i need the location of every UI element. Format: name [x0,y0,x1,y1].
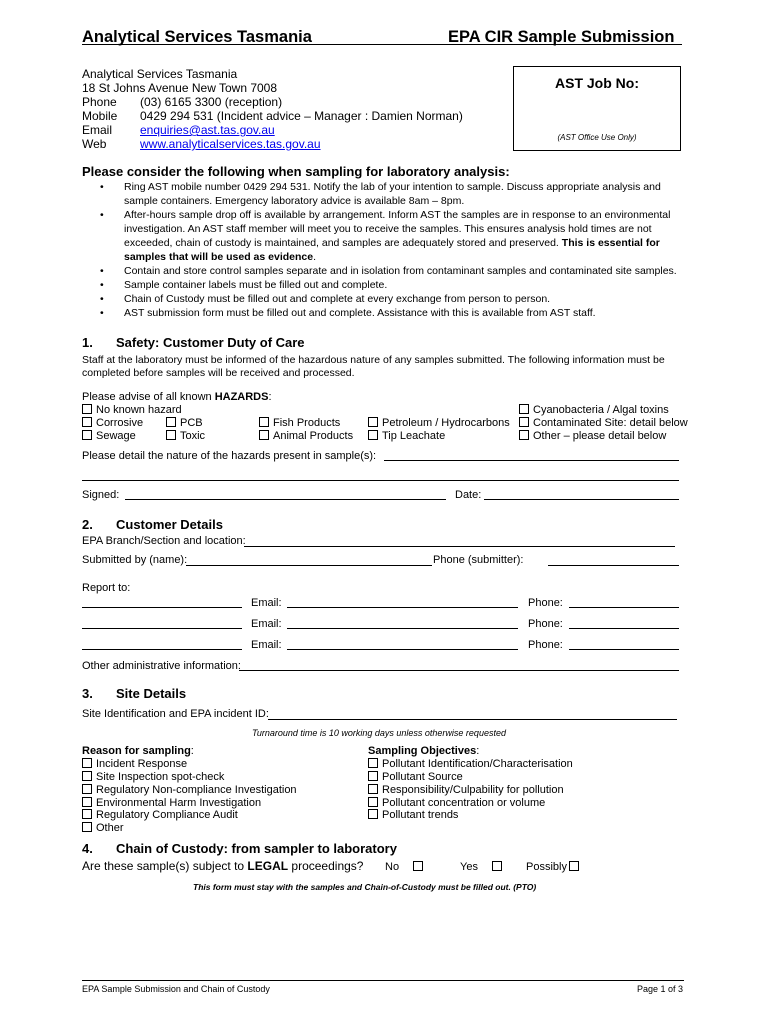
checkbox[interactable] [82,797,92,807]
checkbox[interactable] [519,430,529,440]
other-admin-label: Other administrative information: [82,660,241,672]
hazard-other[interactable]: Other – please detail below [519,430,666,443]
objective-source[interactable]: Pollutant Source [368,771,463,784]
checkbox[interactable] [519,417,529,427]
web-link[interactable]: www.analyticalservices.tas.gov.au [140,137,321,151]
form-title: EPA CIR Sample Submission [448,28,675,46]
checkbox[interactable] [82,771,92,781]
footer-left: EPA Sample Submission and Chain of Custody [82,984,270,994]
report-email-label: Email: [251,597,282,609]
custody-note: This form must stay with the samples and Chain-of-Custody must be filled out. (PTO) [193,882,537,892]
report-name-field[interactable] [82,607,242,608]
turnaround-note: Turnaround time is 10 working days unless otherwise requested [252,728,506,738]
section-2-heading: 2. Customer Details [82,517,223,532]
reason-other[interactable]: Other [82,822,124,835]
report-name-field[interactable] [82,628,242,629]
web-label: Web [82,137,107,151]
checkbox[interactable] [82,758,92,768]
hazard-toxic[interactable]: Toxic [166,430,205,443]
checkbox[interactable] [368,430,378,440]
checkbox[interactable] [368,797,378,807]
hazard-detail-label: Please detail the nature of the hazards present in sample(s): [82,450,377,462]
section-3-heading: 3. Site Details [82,686,187,701]
signed-label: Signed: [82,489,120,501]
ast-job-box[interactable] [513,66,681,151]
checkbox[interactable] [82,404,92,414]
checkbox[interactable] [259,430,269,440]
hazard-detail-field[interactable] [384,460,679,461]
hazard-petroleum[interactable]: Petroleum / Hydrocarbons [368,417,510,430]
mobile-label: Mobile [82,109,118,123]
site-id-field[interactable] [268,719,677,720]
legal-possibly[interactable]: Possibly [526,861,583,874]
date-label: Date: [455,489,482,501]
branch-field[interactable] [244,546,675,547]
email-link[interactable]: enquiries@ast.tas.gov.au [140,123,275,137]
reason-audit[interactable]: Regulatory Compliance Audit [82,809,238,822]
report-email-label: Email: [251,618,282,630]
contact-org: Analytical Services Tasmania [82,67,238,81]
checkbox[interactable] [82,430,92,440]
objective-identification[interactable]: Pollutant Identification/Characterisation [368,758,573,771]
checkbox[interactable] [166,417,176,427]
hazard-detail-field-2[interactable] [82,480,679,481]
reason-noncompliance[interactable]: Regulatory Non-compliance Investigation [82,784,297,797]
hazards-prompt: Please advise of all known HAZARDS: [82,391,272,403]
checkbox[interactable] [82,784,92,794]
hazard-animal[interactable]: Animal Products [259,430,353,443]
objective-concentration[interactable]: Pollutant concentration or volume [368,797,545,810]
report-phone-label: Phone: [528,618,563,630]
report-email-field[interactable] [287,607,518,608]
checkbox[interactable] [82,417,92,427]
consider-heading: Please consider the following when sampling for laboratory analysis: [82,164,510,179]
hazard-corrosive[interactable]: Corrosive [82,417,143,430]
submitted-field[interactable] [186,565,432,566]
legal-no[interactable]: No [385,861,427,874]
report-email-field[interactable] [287,628,518,629]
branch-label: EPA Branch/Section and location: [82,535,246,547]
other-admin-field[interactable] [239,670,679,671]
report-name-field[interactable] [82,649,242,650]
report-email-field[interactable] [287,649,518,650]
report-phone-label: Phone: [528,597,563,609]
submitted-label: Submitted by (name): [82,554,188,566]
hazard-sewage[interactable]: Sewage [82,430,136,443]
safety-intro: Staff at the laboratory must be informed of the hazardous nature of any samples submitted. The following information must be completed before samples will be received and processed. [82,354,665,379]
email-label: Email [82,123,113,137]
list-item: • Sample container labels must be filled out and complete. [100,278,690,292]
reason-incident[interactable]: Incident Response [82,758,187,771]
report-to-label: Report to: [82,582,131,594]
footer-rule [82,980,684,981]
org-title: Analytical Services Tasmania [82,28,312,46]
consider-list [100,180,690,320]
objective-responsibility[interactable]: Responsibility/Culpability for pollution [368,784,564,797]
phone-submitter-field[interactable] [548,565,679,566]
reason-inspection[interactable]: Site Inspection spot-check [82,771,224,784]
legal-yes[interactable]: Yes [460,861,506,874]
objective-trends[interactable]: Pollutant trends [368,809,458,822]
contact-address: 18 St Johns Avenue New Town 7008 [82,81,278,95]
hazard-fish[interactable]: Fish Products [259,417,340,430]
phone-value: (03) 6165 3300 (reception) [140,95,283,109]
objectives-heading: Sampling Objectives: [368,745,480,757]
checkbox[interactable] [368,784,378,794]
date-field[interactable] [484,499,679,500]
ast-job-note: (AST Office Use Only) [557,133,637,142]
checkbox[interactable] [492,861,502,871]
checkbox[interactable] [413,861,423,871]
checkbox[interactable] [368,758,378,768]
reason-heading: Reason for sampling: [82,745,194,757]
reason-harm[interactable]: Environmental Harm Investigation [82,797,261,810]
hazard-no-known[interactable]: No known hazard [82,404,182,417]
checkbox[interactable] [82,809,92,819]
site-id-label: Site Identification and EPA incident ID: [82,708,269,720]
report-phone-field[interactable] [569,649,679,650]
section-1-heading: 1. Safety: Customer Duty of Care [82,335,305,350]
hazard-tip[interactable]: Tip Leachate [368,430,445,443]
list-item: • Chain of Custody must be filled out and complete at every exchange from person to person. [100,292,690,306]
checkbox[interactable] [519,404,529,414]
phone-label: Phone [82,95,117,109]
checkbox[interactable] [368,417,378,427]
checkbox[interactable] [259,417,269,427]
ast-job-title: AST Job No: [555,75,639,91]
list-item: • AST submission form must be filled out and complete. Assistance with this is available from AST staff. [100,306,690,320]
hazard-contaminated[interactable]: Contaminated Site: detail below [519,417,688,430]
checkbox[interactable] [368,809,378,819]
hazard-cyano[interactable]: Cyanobacteria / Algal toxins [519,404,669,417]
header-rule [82,44,682,45]
checkbox[interactable] [166,430,176,440]
report-email-label: Email: [251,639,282,651]
mobile-value: 0429 294 531 (Incident advice – Manager : Damien Norman) [140,109,463,123]
list-item: • After-hours sample drop off is available by arrangement. Inform AST the samples are in response to an environmental investigation. An AST staff member will meet you to receive the samples. This ensures analysis hold times are not exceeded, chain of custody is maintained, and samples are adequately stored and preserved. This is essential for samples that will be used as evidence. [100,208,690,264]
hazard-pcb[interactable]: PCB [166,417,203,430]
list-item: • Ring AST mobile number 0429 294 531. Notify the lab of your intention to sample. Discuss appropriate analysis and sample containers. Emergency laboratory advice is available 8am – 8pm. [100,180,690,208]
contact-info [82,67,463,151]
checkbox[interactable] [569,861,579,871]
signed-field[interactable] [125,499,446,500]
checkbox[interactable] [368,771,378,781]
report-phone-field[interactable] [569,607,679,608]
phone-submitter-label: Phone (submitter): [433,554,524,566]
list-item: • Contain and store control samples separate and in isolation from contaminant samples and contaminated site samples. [100,264,690,278]
section-4-heading: 4. Chain of Custody: from sampler to laboratory [82,841,397,856]
legal-question: Are these sample(s) subject to LEGAL proceedings? [82,859,364,873]
report-phone-label: Phone: [528,639,563,651]
checkbox[interactable] [82,822,92,832]
report-phone-field[interactable] [569,628,679,629]
footer-page: Page 1 of 3 [637,984,684,994]
